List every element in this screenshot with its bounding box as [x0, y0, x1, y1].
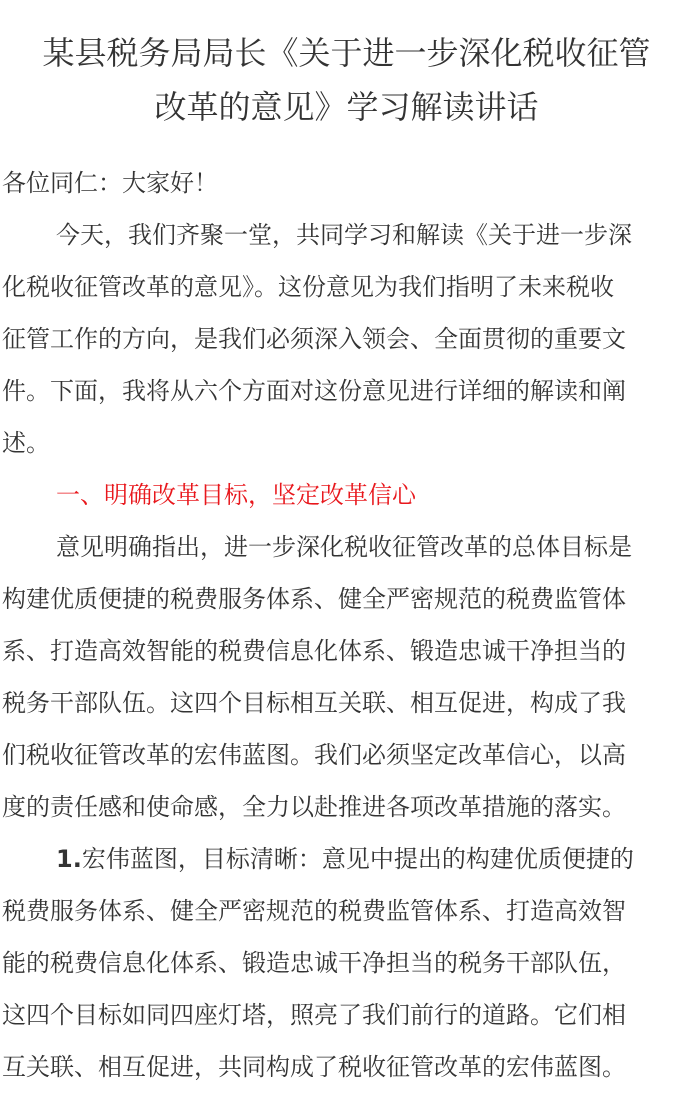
title-line-2: 改革的意见》学习解读讲话 [154, 88, 539, 126]
paragraph1-line3: 征管工作的方向，是我们必须深入领会、全面贯彻的重要文 [2, 325, 626, 353]
point1-line1-text: 宏伟蓝图，目标清晰：意见中提出的构建优质便捷的 [81, 845, 634, 873]
paragraph1-line4: 件。下面，我将从六个方面对这份意见进行详细的解读和阐 [2, 377, 626, 405]
point1-number: 1. [56, 845, 82, 873]
paragraph2-line4: 税务干部队伍。这四个目标相互关联、相互促进，构成了我 [2, 689, 626, 717]
document-title [0, 26, 693, 134]
point1-line4: 这四个目标如同四座灯塔，照亮了我们前行的道路。它们相 [2, 1001, 626, 1029]
paragraph2-line5: 们税收征管改革的宏伟蓝图。我们必须坚定改革信心，以高 [2, 741, 626, 769]
section1-heading: 一、明确改革目标，坚定改革信心 [56, 481, 416, 509]
paragraph2-line2: 构建优质便捷的税费服务体系、健全严密规范的税费监管体 [2, 585, 626, 613]
paragraph2-line3: 系、打造高效智能的税费信息化体系、锻造忠诚干净担当的 [2, 637, 626, 665]
paragraph1-line2: 化税收征管改革的意见》。这份意见为我们指明了未来税收 [2, 273, 614, 301]
point1-line5: 互关联、相互促进，共同构成了税收征管改革的宏伟蓝图。 [2, 1053, 626, 1081]
paragraph2-line1: 意见明确指出，进一步深化税收征管改革的总体目标是 [56, 533, 632, 561]
paragraph1-line1: 今天，我们齐聚一堂，共同学习和解读《关于进一步深 [56, 221, 632, 249]
point1-line2: 税费服务体系、健全严密规范的税费监管体系、打造高效智 [2, 897, 626, 925]
point1-line3: 能的税费信息化体系、锻造忠诚干净担当的税务干部队伍， [2, 949, 626, 977]
greeting: 各位同仁：大家好！ [2, 169, 218, 197]
point1-line1 [56, 842, 634, 876]
title-line-1: 某县税务局局长《关于进一步深化税收征管 [42, 34, 651, 72]
paragraph1-line5: 述。 [2, 429, 50, 457]
paragraph2-line6: 度的责任感和使命感，全力以赴推进各项改革措施的落实。 [2, 793, 626, 821]
